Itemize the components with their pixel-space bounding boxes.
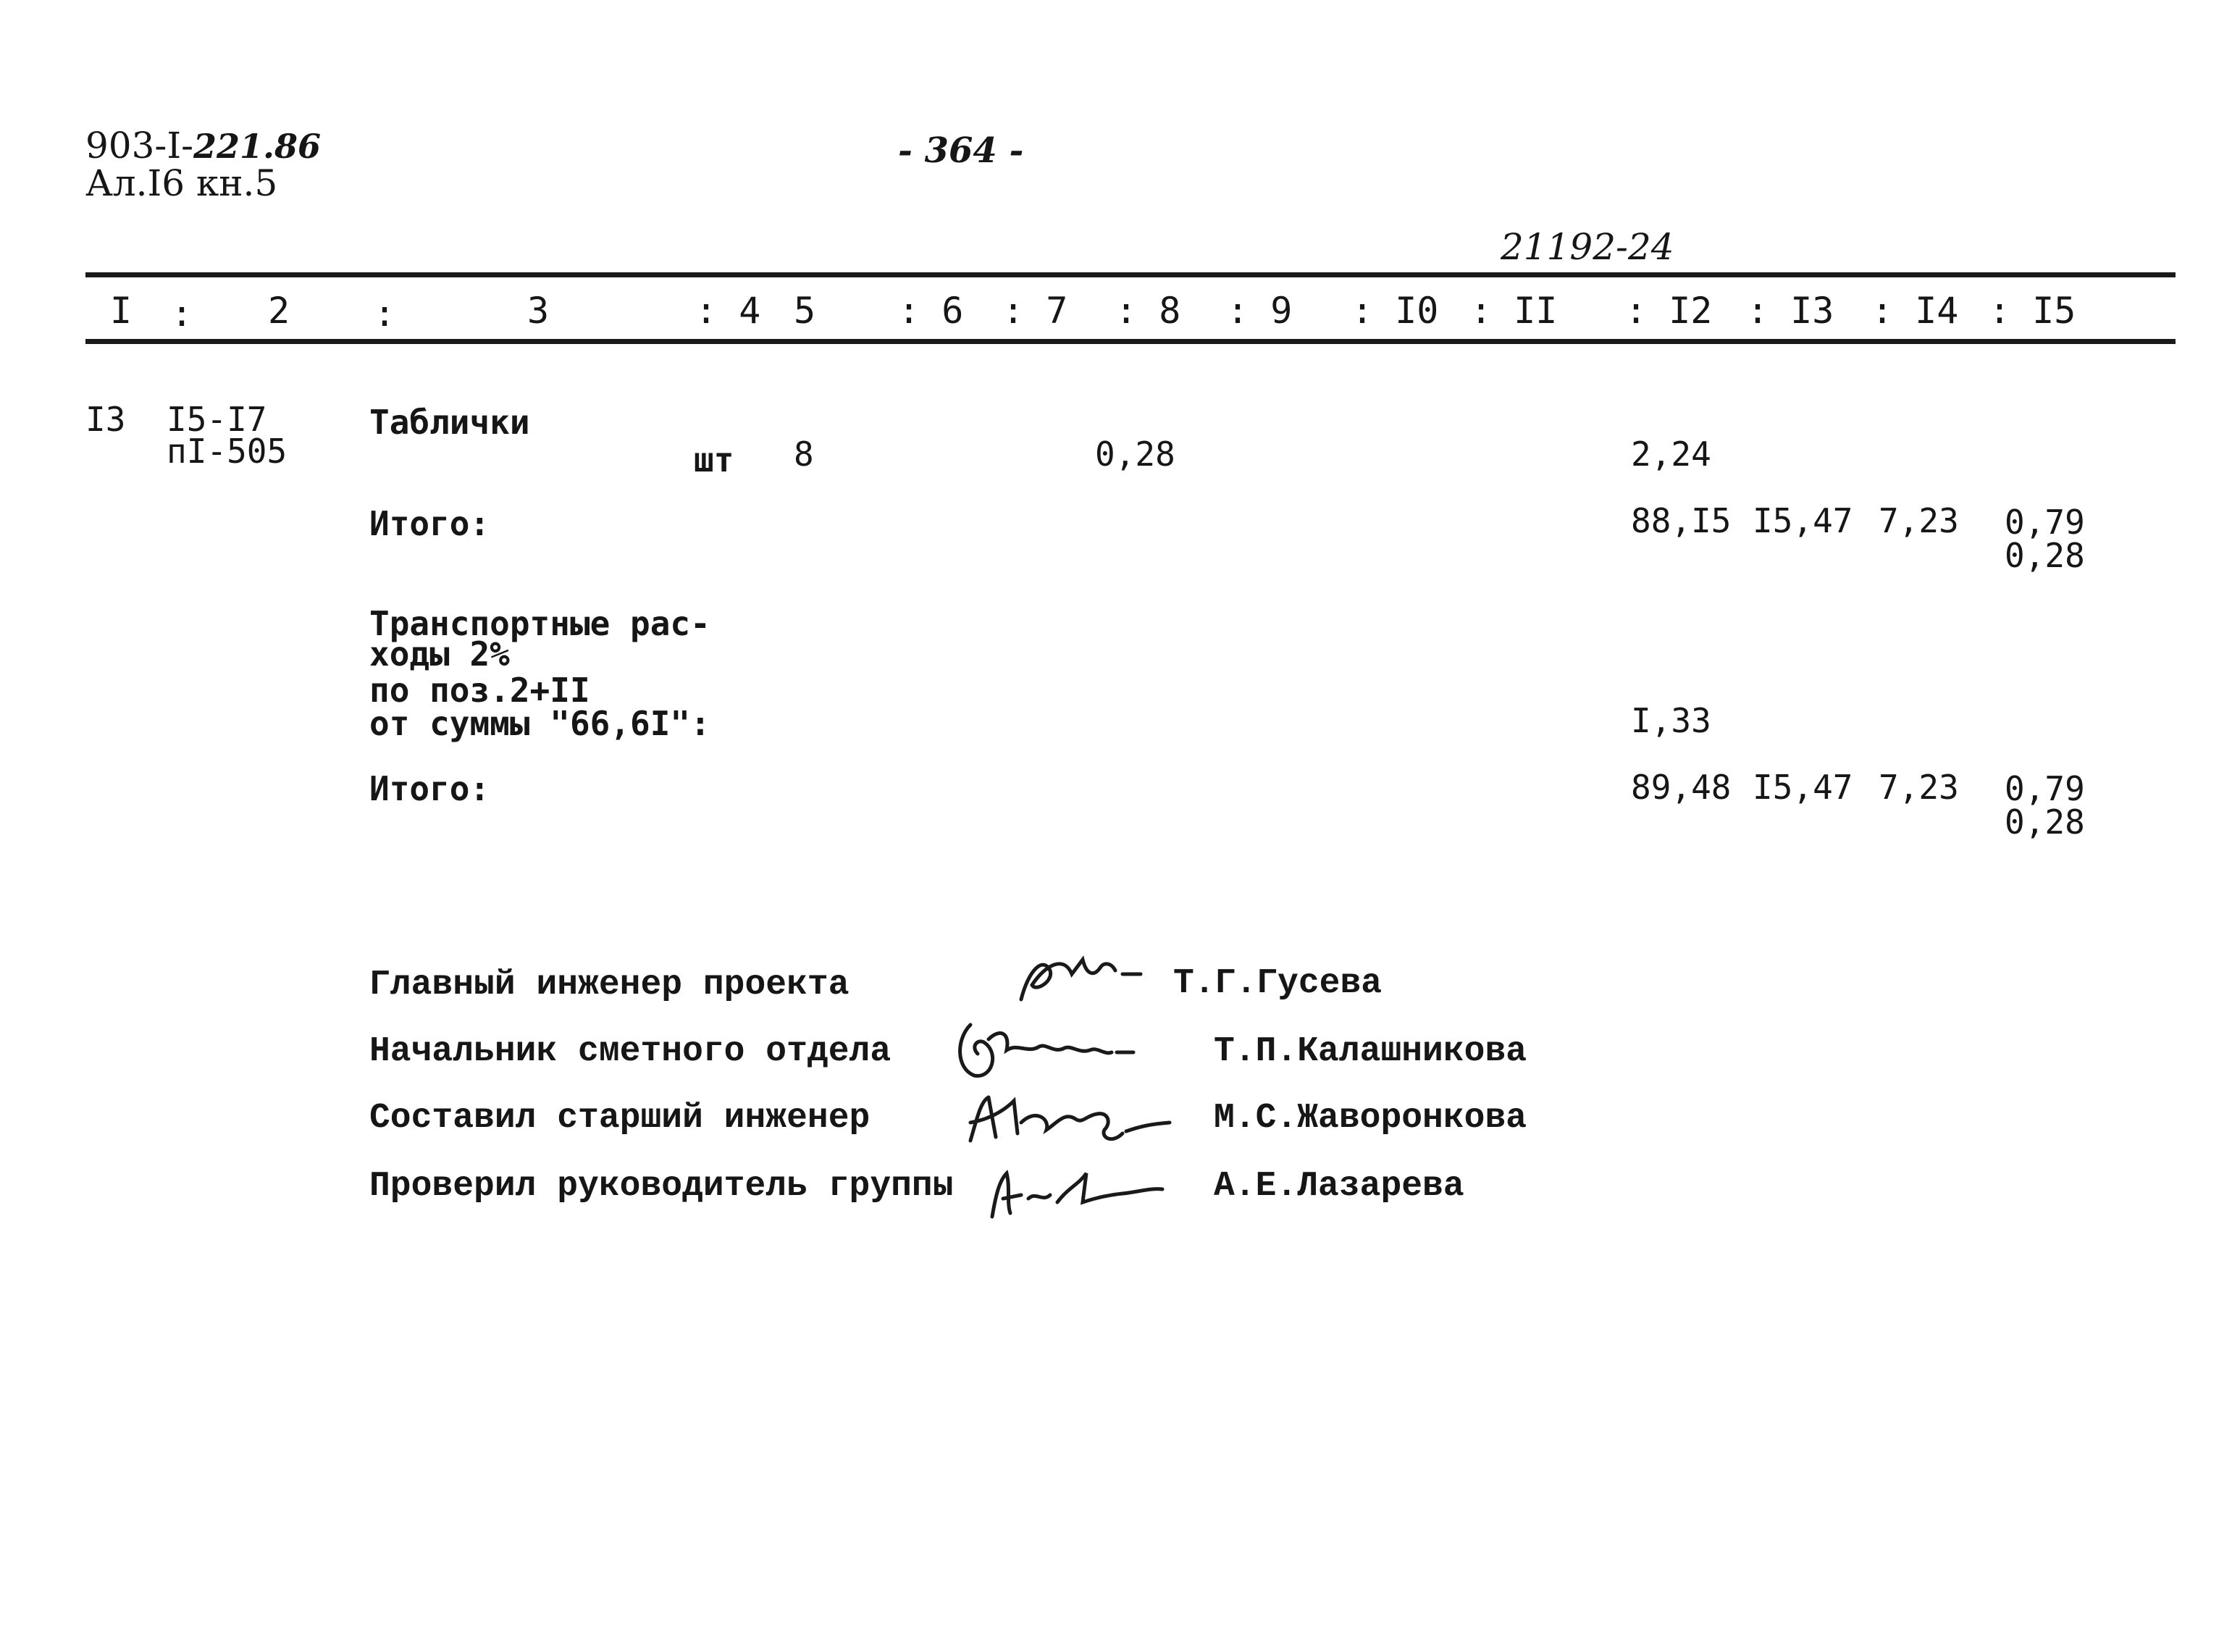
inventory-number: 21192-24 (1501, 226, 1674, 268)
col-header-sep-1: : (171, 293, 193, 335)
col-header-6: : 6 (898, 290, 964, 332)
header-bottom-rule (85, 339, 2176, 344)
handwritten-signature-3 (956, 1079, 1173, 1159)
document-code-handwritten: 221.86 (193, 127, 322, 166)
row-13-unit-price: 0,28 (1095, 435, 1175, 474)
signature-name-3: М.С.Жаворонкова (1214, 1099, 1527, 1138)
subtotal-1-col13: I5,47 (1753, 501, 1853, 540)
row-13-total: 2,24 (1631, 435, 1711, 474)
document-code (85, 125, 322, 167)
subtotal-1-label: Итого: (369, 504, 490, 543)
subtotal-1-col15-line2: 0,28 (2005, 536, 2085, 575)
subtotal-2-col15-line1: 0,79 (2005, 769, 2085, 808)
col-header-8: : 8 (1115, 290, 1181, 332)
subtotal-1-col15-line1: 0,79 (2005, 503, 2085, 542)
col-header-2: 2 (268, 290, 290, 332)
col-header-10: : I0 (1351, 290, 1439, 332)
col-header-12: : I2 (1625, 290, 1713, 332)
signature-name-1: Т.Г.Гусева (1173, 964, 1383, 1003)
subtotal-1-col12: 88,I5 (1631, 501, 1732, 540)
handwritten-signature-2 (949, 1010, 1137, 1090)
col-header-7: : 7 (1002, 290, 1068, 332)
row-13-code-line1: I5-I7 (167, 400, 267, 439)
signature-role-3: Составил старший инженер (369, 1099, 870, 1138)
row-13-number: I3 (85, 400, 126, 439)
transport-line-1: Транспортные рас- (369, 604, 710, 643)
signature-name-4: А.Е.Лазарева (1214, 1167, 1464, 1206)
col-header-3: 3 (527, 290, 550, 332)
transport-col12: I,33 (1631, 701, 1711, 740)
subtotal-2-col15-line2: 0,28 (2005, 802, 2085, 842)
col-header-1: I (110, 290, 133, 332)
col-header-sep-2: : (374, 293, 396, 335)
subtotal-2-col13: I5,47 (1753, 768, 1853, 807)
page-number: - 364 - (898, 130, 1024, 171)
signature-name-2: Т.П.Калашникова (1214, 1032, 1527, 1071)
handwritten-signature-1 (1014, 942, 1144, 1014)
col-header-13: : I3 (1747, 290, 1834, 332)
header-top-rule (85, 272, 2176, 277)
col-header-14: : I4 (1871, 290, 1959, 332)
document-code-prefix: 903-I- (85, 125, 193, 167)
col-header-15: : I5 (1989, 290, 2076, 332)
col-header-11: : II (1470, 290, 1558, 332)
signature-role-2: Начальник сметного отдела (369, 1032, 891, 1071)
transport-line-3: по поз.2+II (369, 671, 590, 710)
row-13-unit: шт (694, 440, 734, 479)
transport-line-2: ходы 2% (369, 634, 510, 674)
signature-role-4: Проверил руководитель группы (369, 1167, 954, 1206)
col-header-4: : 4 (695, 290, 761, 332)
transport-line-4: от суммы "66,6I": (369, 704, 710, 743)
subtotal-2-col14: 7,23 (1879, 768, 1959, 807)
subtotal-2-col12: 89,48 (1631, 768, 1732, 807)
col-header-9: : 9 (1227, 290, 1293, 332)
signature-role-1: Главный инженер проекта (369, 965, 849, 1005)
row-13-name: Таблички (369, 403, 530, 442)
album-reference: Ал.I6 кн.5 (85, 162, 278, 204)
subtotal-1-col14: 7,23 (1879, 501, 1959, 540)
row-13-quantity: 8 (794, 435, 814, 474)
col-header-5: 5 (794, 290, 816, 332)
subtotal-2-label: Итого: (369, 769, 490, 808)
row-13-code-line2: пI-505 (167, 432, 288, 471)
handwritten-signature-4 (978, 1159, 1166, 1224)
